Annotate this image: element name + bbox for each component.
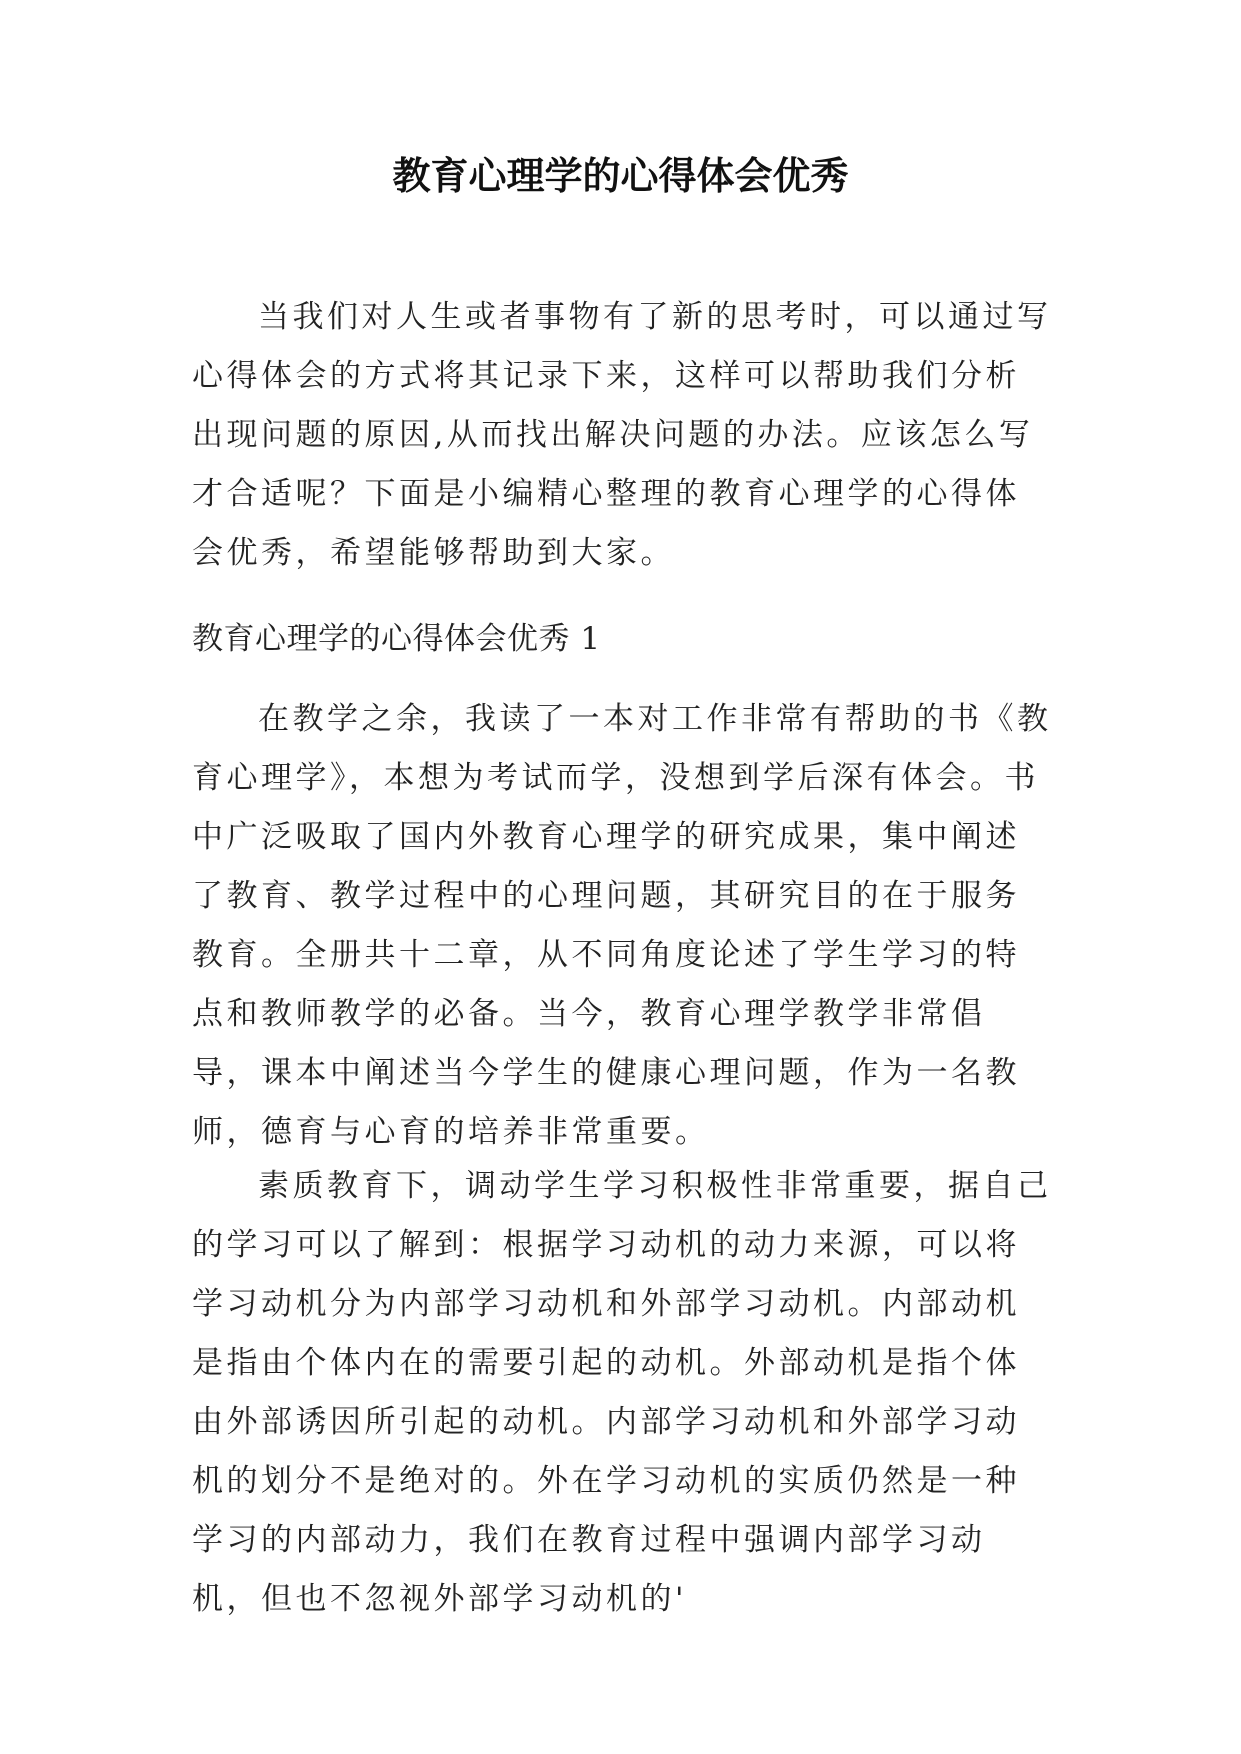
section-heading: 教育心理学的心得体会优秀 1 [192,621,601,657]
body-paragraph-1: 在教学之余，我读了一本对工作非常有帮助的书《教育心理学》，本想为考试而学，没想到学后深有体会。书中广泛吸取了国内外教育心理学的研究成果，集中阐述了教育、教学过程中的心理问题，其研究目的在于服务教育。全册共十二章，从不同角度论述了学生学习的特点和教师教学的必备。当今，教育心理学教学非常倡导，课本中阐述当今学生的健康心理问题，作为一名教师，德育与心育的培养非常重要。 [192,701,1052,1150]
body-paragraph-2: 素质教育下，调动学生学习积极性非常重要，据自己的学习可以了解到：根据学习动机的动力来源，可以将学习动机分为内部学习动机和外部学习动机。内部动机是指由个体内在的需要引起的动机。外部动机是指个体由外部诱因所引起的动机。内部学习动机和外部学习动机的划分不是绝对的。外在学习动机的实质仍然是一种学习的内部动力，我们在教育过程中强调内部学习动机，但也不忽视外部学习动机的' [192,1168,1052,1617]
document-title: 教育心理学的心得体会优秀 [392,154,849,198]
intro-paragraph: 当我们对人生或者事物有了新的思考时，可以通过写心得体会的方式将其记录下来，这样可以帮助我们分析出现问题的原因,从而找出解决问题的办法。应该怎么写才合适呢？下面是小编精心整理的教育心理学的心得体会优秀，希望能够帮助到大家。 [192,299,1052,571]
